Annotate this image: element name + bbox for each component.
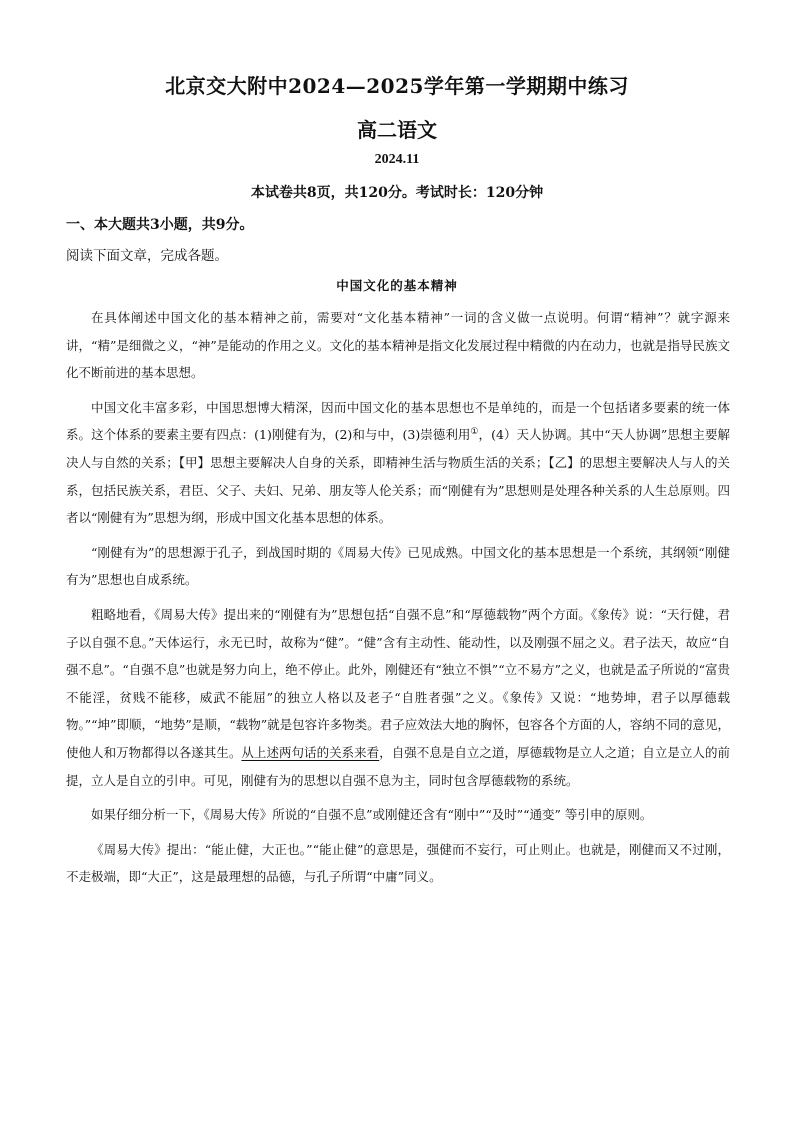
paragraph-4 (66, 601, 730, 794)
footnote-marker: ① (470, 427, 479, 438)
paragraph-1: 在具体阐述中国文化的基本精神之前，需要对“文化基本精神”一词的含义做一点说明。何谓“精神”？就字源来讲，“精”是细微之义，“神”是能动的作用之义。文化的基本精神是指文化发展过程中精微的内在动力，也就是指导民族文化不断前进的基本思想。 (66, 310, 730, 381)
exam-info: 本试卷共8页，共120分。考试时长：120分钟 (250, 185, 544, 201)
exam-date: 2024.11 (374, 152, 420, 167)
paragraph-5: 如果仔细分析一下，《周易大传》所说的“自强不息”或刚健还含有“刚中”“及时”“通变” 等引申的原则。 (91, 807, 653, 823)
section-heading: 一、本大题共3小题，共9分。 (66, 217, 254, 233)
exam-title: 北京交大附中2024—2025学年第一学期期中练习 (165, 74, 629, 98)
paragraph-3: “刚健有为”的思想源于孔子，到战国时期的《周易大传》已见成熟。中国文化的基本思想是一个系统，其纲领“刚健有为”思想也自成系统。 (66, 544, 730, 588)
reading-instruction: 阅读下面文章，完成各题。 (66, 248, 228, 264)
paragraph-2-part-b: ，(4）天人协调。其中“天人协调”思想主要解决人与自然的关系；【甲】思想主要解决人自身的关系，即精神生活与物质生活的关系；【乙】的思想主要解决人与人的关系，包括民族关系，君臣、父子、夫妇、兄弟、朋友等人伦关系；而“刚健有为”思想则是处理各种关系的人生总原则。四者以“刚健有为”思想为纲，形成中国文化基本思想的体系。 (66, 427, 730, 526)
paragraph-2-part-a: 中国文化丰富多彩，中国思想博大精深，因而中国文化的基本思想也不是单纯的，而是一个包括诸多要素的统一体系。这个体系的要素主要有四点：(1)刚健有为，(2)和与中，(3)崇德利用 (66, 399, 730, 443)
paragraph-6: 《周易大传》提出：“能止健，大正也。”“能止健”的意思是，强健而不妄行，可止则止。也就是，刚健而又不过刚，不走极端，即“大正”，这是最理想的品德，与孔子所谓“中庸”同义。 (66, 841, 730, 885)
paragraph-4-part-a: 粗略地看，《周易大传》提出来的“刚健有为”思想包括“自强不息”和“厚德载物”两个方面。《象传》说：“天行健，君子以自强不息。”天体运行，永无已时，故称为“健”。“健”含有主动性、能动性，以及刚强不屈之义。君子法天，故应“自强不息”。“自强不息”也就是努力向上，绝不停止。此外，刚健还有“独立不惧”“立不易方”之义，也就是孟子所说的“富贵不能淫，贫贱不能移，威武不能屈”的独立人格以及老子“自胜者强”之义。《象传》又说：“地势坤，君子以厚德载物。”“坤”即顺，“地势”是顺，“载物”就是包容许多物类。君子应效法大地的胸怀，包容各个方面的人，容纳不同的意见，使他人和万物都得以各遂其生。 (66, 606, 730, 760)
paragraph-2 (66, 394, 730, 532)
article-body (66, 304, 730, 891)
subject-title: 高二语文 (357, 118, 437, 142)
paragraph-4-part-b: ，自强不息是自立之道，厚德载物是立人之道；自立是立人的前提，立人是自立的引申。可见，刚健有为的思想以自强不息为主，同时包含厚德载物的系统。 (66, 744, 730, 788)
article-title: 中国文化的基本精神 (336, 278, 458, 293)
underlined-phrase: 从上述两句话的关系来看 (241, 744, 380, 760)
